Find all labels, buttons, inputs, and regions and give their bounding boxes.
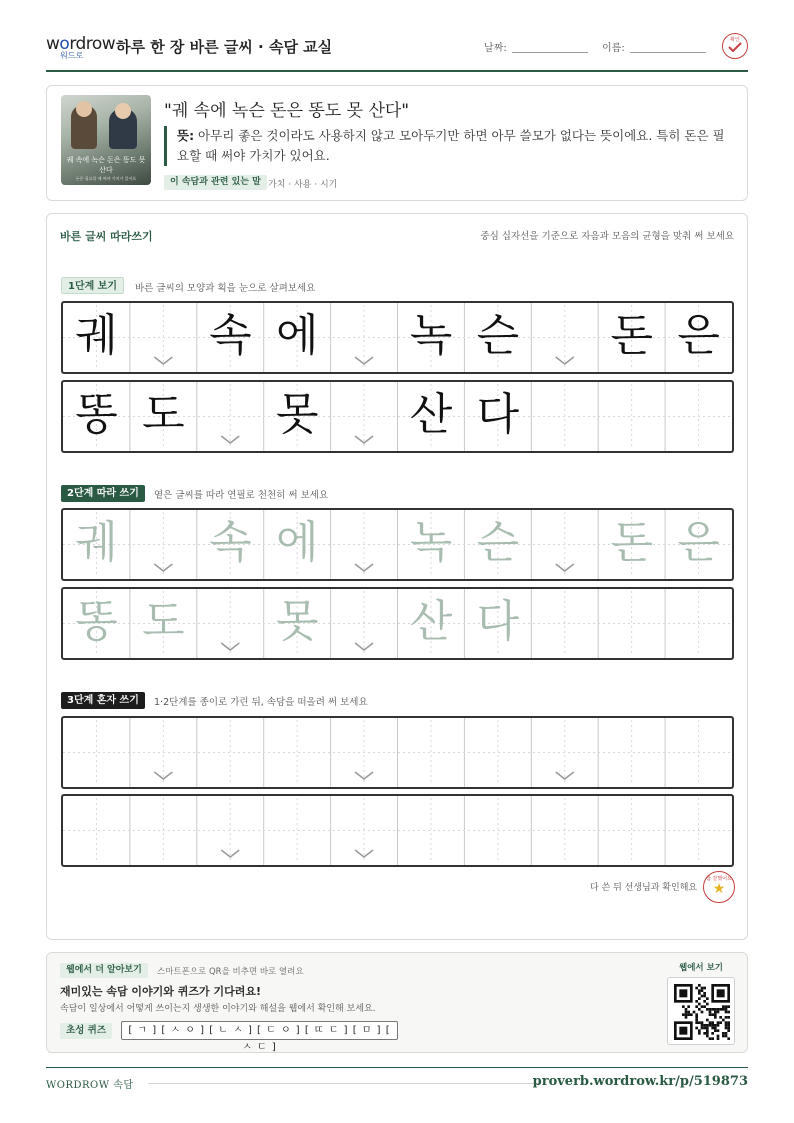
stage1-row1 bbox=[61, 301, 734, 374]
date-label: 날짜: bbox=[484, 43, 507, 54]
footer-rule bbox=[148, 1083, 541, 1084]
stage3-row2[interactable] bbox=[61, 794, 734, 867]
related-words: 가치 · 사용 · 시기 bbox=[268, 180, 338, 190]
illustration-subcaption: 돈은 필요할 때 써야 가치가 있어요 bbox=[75, 176, 137, 181]
grid-char: 속 bbox=[209, 310, 252, 361]
name-field[interactable] bbox=[630, 52, 706, 53]
grid-char: 돈 bbox=[610, 310, 653, 361]
web-description: 속담이 일상에서 어떻게 쓰이는지 생생한 이야기와 해설을 웹에서 확인해 보세요. bbox=[60, 1004, 376, 1014]
handwriting-practice-panel bbox=[46, 213, 748, 940]
chosung-quiz-box: [ ㄱ ] [ ㅅ ㅇ ] [ ㄴ ㅅ ] [ ㄷ ㅇ ] [ ㄸ ㄷ ] [ ㅁ ] [ ㅅ ㄷ ] bbox=[121, 1021, 398, 1040]
grid-char: 은 bbox=[677, 310, 720, 361]
grid-char[interactable]: 에 bbox=[275, 517, 319, 568]
web-more-card bbox=[46, 952, 748, 1053]
check-stamp-icon: 확인 bbox=[722, 33, 748, 59]
illustration-caption: 궤 속에 녹슨 돈은 똥도 못 산다 bbox=[66, 156, 146, 174]
proverb-card bbox=[46, 85, 748, 201]
date-field[interactable] bbox=[512, 52, 588, 53]
grid-char: 에 bbox=[275, 310, 319, 361]
web-more-desc: 스마트폰으로 QR을 비추면 바로 열려요 bbox=[157, 967, 304, 977]
proverb-meaning bbox=[164, 126, 734, 166]
grid-char[interactable]: 도 bbox=[142, 596, 185, 647]
stage2-row1[interactable] bbox=[61, 508, 734, 581]
stage1-desc: 바른 글씨의 모양과 획을 눈으로 살펴보세요 bbox=[135, 283, 316, 294]
grid-char: 산 bbox=[409, 389, 453, 440]
grid-char: 다 bbox=[476, 389, 520, 440]
grid-char[interactable]: 슨 bbox=[476, 517, 520, 568]
web-headline: 재미있는 속담 이야기와 퀴즈가 기다려요! bbox=[60, 985, 261, 998]
related-words-tag: 이 속담과 관련 있는 말 bbox=[164, 175, 267, 190]
footer-url[interactable]: proverb.wordrow.kr/p/519873 bbox=[532, 1074, 748, 1089]
footer-divider bbox=[46, 1067, 748, 1068]
grid-char: 궤 bbox=[75, 310, 118, 361]
page-title: 하루 한 장 바른 글씨 · 속담 교실 bbox=[116, 38, 333, 56]
practice-hint: 중심 십자선을 기준으로 자음과 모음의 균형을 맞춰 써 보세요 bbox=[480, 231, 734, 242]
name-label: 이름: bbox=[602, 43, 625, 54]
proverb-illustration bbox=[61, 95, 151, 185]
meaning-label: 뜻: bbox=[177, 128, 195, 143]
grid-char[interactable]: 녹 bbox=[409, 517, 453, 568]
grid-char[interactable]: 궤 bbox=[75, 517, 118, 568]
qr-label: 웹에서 보기 bbox=[679, 963, 724, 973]
qr-code-icon[interactable] bbox=[667, 977, 735, 1045]
practice-title: 바른 글씨 따라쓰기 bbox=[60, 230, 153, 243]
stage1-row2 bbox=[61, 380, 734, 453]
stage2-tag: 2단계 따라 쓰기 bbox=[61, 485, 145, 502]
page-header bbox=[46, 28, 748, 72]
grid-char[interactable]: 다 bbox=[476, 596, 520, 647]
meaning-text: 아무리 좋은 것이라도 사용하지 않고 모아두기만 하면 아무 쓸모가 없다는 뜻이에요. 특히 돈은 필요할 때 써야 가치가 있어요. bbox=[177, 128, 725, 163]
teacher-check-note: 다 쓴 뒤 선생님과 확인해요 bbox=[590, 883, 698, 893]
star-stamp-icon: 참 잘했어요 ★ bbox=[703, 871, 735, 903]
stage3-desc: 1·2단계를 종이로 가린 뒤, 속담을 떠올려 써 보세요 bbox=[154, 697, 368, 708]
grid-char: 도 bbox=[142, 389, 185, 440]
grid-char[interactable]: 돈 bbox=[610, 517, 653, 568]
grid-char: 못 bbox=[275, 389, 319, 440]
logo-subtext: 워드로 bbox=[60, 51, 84, 60]
stage2-desc: 옅은 글씨를 따라 연필로 천천히 써 보세요 bbox=[154, 490, 329, 501]
grid-char[interactable]: 은 bbox=[677, 517, 720, 568]
stage1-tag: 1단계 보기 bbox=[61, 277, 124, 294]
grid-char: 똥 bbox=[75, 389, 118, 440]
grid-char[interactable]: 똥 bbox=[75, 596, 118, 647]
web-more-tag: 웹에서 더 알아보기 bbox=[60, 963, 148, 978]
grid-char: 녹 bbox=[409, 310, 453, 361]
stage3-tag: 3단계 혼자 쓰기 bbox=[61, 692, 145, 709]
stage3-row1[interactable] bbox=[61, 716, 734, 789]
chosung-quiz-tag: 초성 퀴즈 bbox=[60, 1023, 112, 1039]
grid-char[interactable]: 못 bbox=[275, 596, 319, 647]
grid-char[interactable]: 속 bbox=[209, 517, 252, 568]
footer-brand: WORDROW 속담 bbox=[46, 1080, 134, 1091]
stage2-row2[interactable] bbox=[61, 587, 734, 660]
wordrow-logo: wordrow bbox=[46, 34, 116, 54]
proverb-text: "궤 속에 녹슨 돈은 똥도 못 산다" bbox=[164, 101, 410, 121]
grid-char[interactable]: 산 bbox=[409, 596, 453, 647]
grid-char: 슨 bbox=[476, 310, 520, 361]
